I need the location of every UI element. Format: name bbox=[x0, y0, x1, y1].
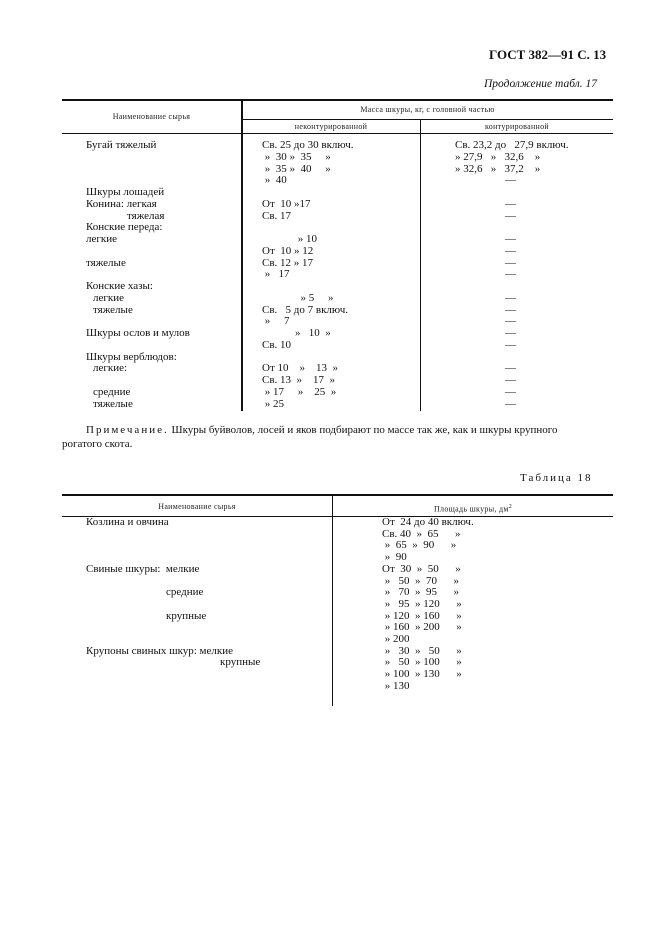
contoured-mass-dash: — bbox=[505, 338, 516, 351]
row-name: Конские переда: bbox=[86, 221, 163, 234]
contoured-mass-dash: — bbox=[505, 362, 516, 375]
uncontoured-mass-value: Св. 10 bbox=[262, 338, 292, 351]
contoured-mass-dash: — bbox=[505, 244, 516, 257]
row-name: Шкуры ослов и мулов bbox=[86, 327, 190, 339]
column-header-name: Наименование сырья bbox=[112, 112, 191, 121]
table-continuation-label: Продолжение табл. 17 bbox=[484, 78, 597, 90]
row-name: Козлина и овчина bbox=[86, 516, 169, 528]
area-value: От 30 » 50 » bbox=[382, 562, 461, 575]
uncontoured-mass-value: От 10 » 13 » bbox=[262, 362, 339, 375]
column-divider bbox=[332, 494, 333, 706]
uncontoured-mass-value: От 10 »17 bbox=[262, 197, 311, 210]
contoured-mass-dash: — bbox=[505, 209, 516, 222]
uncontoured-mass-value: » 17 » 25 » bbox=[262, 385, 337, 398]
contoured-mass-dash: — bbox=[505, 385, 516, 398]
row-name: крупные bbox=[220, 656, 261, 669]
note-line-2: рогатого скота. bbox=[62, 438, 133, 450]
row-name: Конские хазы: bbox=[86, 280, 153, 292]
row-name: тяжелые bbox=[93, 397, 133, 410]
row-name: средние bbox=[166, 586, 204, 599]
contoured-mass-dash: — bbox=[505, 374, 516, 386]
row-name: Шкуры верблюдов: bbox=[86, 350, 177, 363]
uncontoured-mass-value: Св. 17 bbox=[262, 209, 292, 222]
header-bottom-rule bbox=[62, 133, 613, 134]
uncontoured-mass-value: » 5 » bbox=[262, 291, 334, 304]
contoured-mass-value: » 27,9 » 32,6 » bbox=[455, 150, 541, 163]
area-value: » 90 bbox=[382, 551, 407, 564]
row-name: легкие bbox=[86, 233, 117, 245]
note-label: Примечание. bbox=[86, 424, 169, 436]
area-value: » 70 » 95 » bbox=[382, 586, 459, 599]
table-top-rule bbox=[62, 494, 613, 496]
contoured-mass-dash: — bbox=[505, 197, 516, 210]
column-header-name: Наименование сырья bbox=[158, 502, 236, 511]
page-header: ГОСТ 382—91 С. 13 bbox=[489, 47, 607, 62]
column-divider bbox=[241, 99, 243, 411]
contoured-mass-dash: — bbox=[505, 268, 516, 281]
uncontoured-mass-value: Св. 13 » 17 » bbox=[262, 374, 336, 386]
column-header-mass: Масса шкуры, кг, с головной частью bbox=[360, 105, 495, 114]
row-name: тяжелые bbox=[93, 303, 133, 316]
column-divider bbox=[420, 119, 421, 411]
contoured-mass-dash: — bbox=[505, 327, 516, 339]
contoured-mass-dash: — bbox=[505, 291, 516, 304]
area-value: » 30 » 50 » bbox=[382, 644, 462, 657]
area-value: » 130 bbox=[382, 679, 410, 692]
uncontoured-mass-value: Св. 5 до 7 включ. bbox=[262, 303, 348, 316]
note-text: Шкуры буйволов, лосей и яков подбирают по массе так же, как и шкуры крупного bbox=[168, 424, 558, 436]
column-header-contoured: контурированной bbox=[485, 122, 549, 131]
contoured-mass-dash: — bbox=[505, 256, 516, 269]
contoured-mass-dash: — bbox=[505, 397, 516, 410]
uncontoured-mass-value: » 25 bbox=[262, 397, 284, 410]
contoured-mass-value: » 32,6 » 37,2 » bbox=[455, 162, 541, 175]
uncontoured-mass-value: » 7 bbox=[262, 315, 290, 328]
row-name: Конина: легкая bbox=[86, 197, 157, 210]
uncontoured-mass-value: Св. 12 » 17 bbox=[262, 256, 314, 269]
area-value: От 24 до 40 включ. bbox=[382, 516, 474, 528]
uncontoured-mass-value: » 10 bbox=[262, 233, 317, 245]
row-name: тяжелая bbox=[127, 209, 165, 222]
contoured-mass-dash: — bbox=[505, 174, 516, 187]
uncontoured-mass-value: » 17 bbox=[262, 268, 290, 281]
row-name: крупные bbox=[166, 609, 207, 622]
contoured-mass-value: Св. 23,2 до 27,9 включ. bbox=[455, 139, 569, 151]
area-value: » 100 » 130 » bbox=[382, 668, 462, 681]
uncontoured-mass-value: » 30 » 35 » bbox=[262, 150, 331, 163]
area-value: » 200 bbox=[382, 633, 410, 645]
row-name: Шкуры лошадей bbox=[86, 186, 165, 198]
contoured-mass-dash: — bbox=[505, 315, 516, 328]
header-rule bbox=[241, 119, 613, 120]
area-value: » 120 » 160 » bbox=[382, 609, 462, 622]
contoured-mass-dash: — bbox=[505, 233, 516, 245]
note-line-1 bbox=[86, 424, 558, 436]
column-header-uncontoured: неконтурированной bbox=[294, 122, 368, 131]
area-value: Св. 40 » 65 » bbox=[382, 527, 461, 540]
area-value: » 95 » 120 » bbox=[382, 597, 462, 610]
row-name: тяжелые bbox=[86, 256, 126, 269]
uncontoured-mass-value: » 40 bbox=[262, 174, 287, 187]
uncontoured-mass-value: » 35 » 40 » bbox=[262, 162, 331, 175]
area-value: » 160 » 200 » bbox=[382, 621, 462, 634]
row-name: Крупоны свиных шкур: мелкие bbox=[86, 644, 234, 657]
row-name: легкие bbox=[93, 291, 124, 304]
area-value: » 50 » 100 » bbox=[382, 656, 462, 669]
table-top-rule bbox=[62, 99, 613, 101]
row-name: Бугай тяжелый bbox=[86, 139, 157, 151]
area-value: » 50 » 70 » bbox=[382, 574, 459, 587]
uncontoured-mass-value: » 10 » bbox=[262, 327, 331, 339]
row-name: Свиные шкуры: мелкие bbox=[86, 562, 200, 575]
column-header-area: Площадь шкуры, $дм^2$ bbox=[433, 504, 513, 514]
area-value: » 65 » 90 » bbox=[382, 539, 457, 552]
row-name: легкие: bbox=[93, 362, 128, 375]
row-name: средние bbox=[93, 385, 131, 398]
contoured-mass-dash: — bbox=[505, 303, 516, 316]
table-18-caption: Таблица 18 bbox=[520, 472, 593, 484]
uncontoured-mass-value: Св. 25 до 30 включ. bbox=[262, 139, 354, 151]
uncontoured-mass-value: От 10 » 12 bbox=[262, 244, 314, 257]
